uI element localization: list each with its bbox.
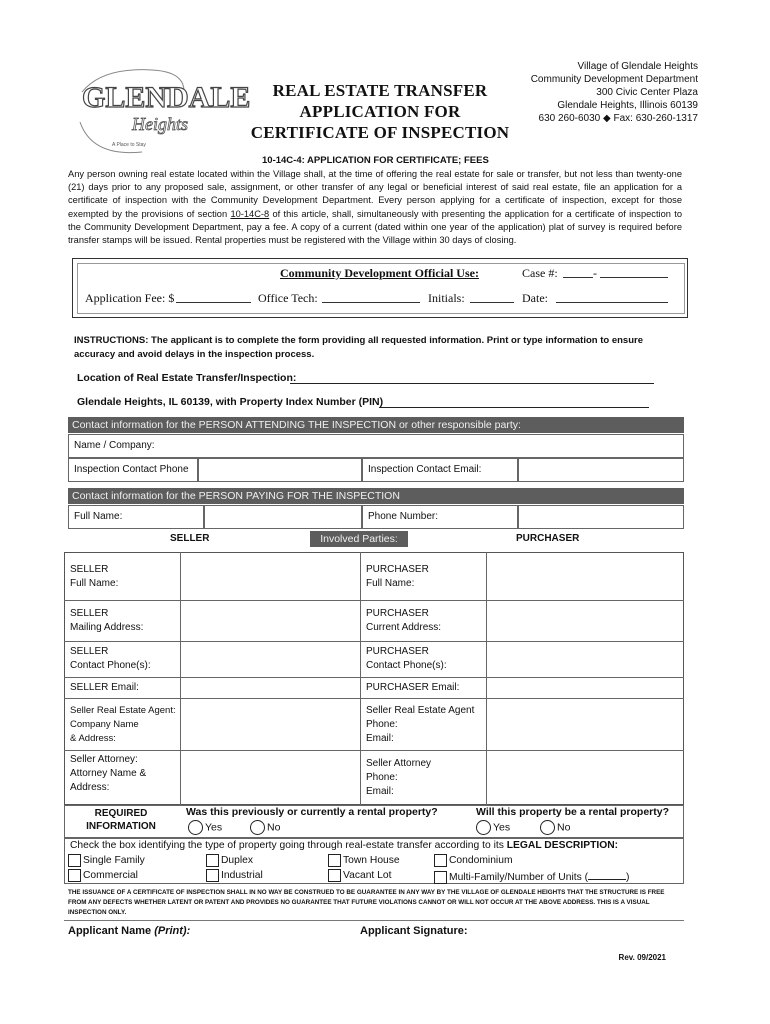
paying-phone-field[interactable] xyxy=(518,505,684,529)
seller-phone-field[interactable] xyxy=(181,642,359,676)
checkbox-icon[interactable] xyxy=(434,854,447,867)
signature-rule xyxy=(64,920,684,921)
radio-circle-icon[interactable] xyxy=(476,820,491,835)
title-line-2: APPLICATION FOR xyxy=(299,102,461,121)
applicant-name-field[interactable] xyxy=(186,922,356,940)
rental-past-no[interactable]: No xyxy=(250,820,280,835)
office-tech-label: Office Tech: xyxy=(258,291,318,305)
seller-agent-contact-field[interactable] xyxy=(487,699,683,749)
purchaser-email-label: PURCHASER Email: xyxy=(366,682,460,693)
location-label: Location of Real Estate Transfer/Inspection: xyxy=(77,372,297,384)
seller-attorney-field[interactable] xyxy=(181,751,359,804)
title-line-1: REAL ESTATE TRANSFER xyxy=(272,81,488,100)
purchaser-name-field[interactable] xyxy=(487,553,683,599)
pin-label: Glendale Heights, IL 60139, with Property Index Number (PIN) xyxy=(77,396,384,408)
paying-contact-band: Contact information for the PERSON PAYING FOR THE INSPECTION xyxy=(68,488,684,504)
checkbox-icon[interactable] xyxy=(328,869,341,882)
seller-agent-contact-label: Seller Real Estate Agent Phone: Email: xyxy=(366,705,475,744)
purchaser-phone-label: PURCHASER Contact Phone(s): xyxy=(366,646,447,671)
application-fee-label: Application Fee: $ xyxy=(85,291,175,305)
purchaser-address-field[interactable] xyxy=(487,601,683,640)
purchaser-email-field[interactable] xyxy=(487,678,683,697)
checkbox-icon[interactable] xyxy=(434,871,447,884)
date-label: Date: xyxy=(522,291,548,305)
units-field[interactable] xyxy=(588,869,626,880)
checkbox-icon[interactable] xyxy=(68,854,81,867)
checkbox-icon[interactable] xyxy=(68,869,81,882)
seller-mailing-label: SELLER Mailing Address: xyxy=(70,608,144,633)
type-vacant-lot[interactable]: Vacant Lot xyxy=(328,869,391,882)
disclaimer: THE ISSUANCE OF A CERTIFICATE OF INSPECTION SHALL IN NO WAY BE CONSTRUED TO BE GUARANTEE IN ANY WAY BY THE VILLAGE OF GLENDALE HEIGHTS THAT THE STRUCTURE IS FREE FROM ANY DEFECTS WHETHER LATENT OR PATENT AND PROVIDES NO GUARANTEE THAT FUTURE VIOLATIONS CANNOT OR WILL NOT OCCUR AT THE ABOVE ADDRESS. THIS IS A VISUAL INSPECTION ONLY. xyxy=(68,889,665,916)
type-commercial[interactable]: Commercial xyxy=(68,869,138,882)
village-logo xyxy=(72,62,251,162)
type-single-family[interactable]: Single Family xyxy=(68,854,145,867)
purchaser-phone-field[interactable] xyxy=(487,642,683,676)
attending-email-field[interactable] xyxy=(518,458,684,482)
seller-name-field[interactable] xyxy=(181,553,359,599)
checkbox-icon[interactable] xyxy=(328,854,341,867)
rental-future-no[interactable]: No xyxy=(540,820,570,835)
section-link[interactable]: 10-14C-8 xyxy=(230,208,270,219)
logo-subtext: Heights xyxy=(132,114,188,134)
paying-name-field[interactable] xyxy=(204,505,362,529)
type-multi-family[interactable]: Multi-Family/Number of Units ( ) xyxy=(434,869,629,884)
case-separator: - xyxy=(593,266,597,280)
type-industrial[interactable]: Industrial xyxy=(206,869,263,882)
section-heading: 10-14C-4: APPLICATION FOR CERTIFICATE; FEES xyxy=(262,155,489,166)
radio-circle-icon[interactable] xyxy=(250,820,265,835)
seller-email-label: SELLER Email: xyxy=(70,682,139,693)
initials-field[interactable] xyxy=(470,302,514,303)
ordinance-paragraph xyxy=(68,168,682,247)
rental-question-future: Will this property be a rental property? xyxy=(476,806,670,818)
grid-line xyxy=(360,552,361,805)
location-field[interactable] xyxy=(290,383,654,384)
attending-contact-band: Contact information for the PERSON ATTENDING THE INSPECTION or other responsible party: xyxy=(68,417,684,433)
applicant-signature-label: Applicant Signature: xyxy=(360,925,468,937)
seller-phone-label: SELLER Contact Phone(s): xyxy=(70,646,151,671)
type-townhouse[interactable]: Town House xyxy=(328,854,400,867)
case-number-field-b[interactable] xyxy=(600,277,668,278)
checkbox-icon[interactable] xyxy=(206,869,219,882)
attending-phone-field[interactable] xyxy=(198,458,362,482)
seller-agent-label: Seller Real Estate Agent: Company Name & Address: xyxy=(70,705,176,744)
radio-circle-icon[interactable] xyxy=(188,820,203,835)
seller-attorney-contact-field[interactable] xyxy=(487,751,683,804)
address-line: Glendale Heights, Illinois 60139 xyxy=(557,100,698,111)
initials-label: Initials: xyxy=(428,291,465,305)
logo-tagline: A Place to Stay xyxy=(112,142,146,148)
paying-name-label: Full Name: xyxy=(74,511,123,522)
address-line: 300 Civic Center Plaza xyxy=(596,87,698,98)
seller-agent-field[interactable] xyxy=(181,699,359,749)
purchaser-address-label: PURCHASER Current Address: xyxy=(366,608,442,633)
purchaser-name-label: PURCHASER Full Name: xyxy=(366,564,429,589)
logo-wordmark: GLENDALE xyxy=(82,81,251,114)
department-address xyxy=(458,60,698,125)
checkbox-icon[interactable] xyxy=(206,854,219,867)
rental-past-yes[interactable]: Yes xyxy=(188,820,222,835)
purchaser-heading: PURCHASER xyxy=(516,533,580,544)
seller-mailing-field[interactable] xyxy=(181,601,359,640)
radio-circle-icon[interactable] xyxy=(540,820,555,835)
seller-heading: SELLER xyxy=(170,533,210,544)
type-duplex[interactable]: Duplex xyxy=(206,854,253,867)
rental-question-past: Was this previously or currently a rental property? xyxy=(186,806,438,818)
paragraph-text: Any person owning real estate located within the Village shall, at the time of offering the real estate for sale or transfer, but not less than twenty-one (21) days prior to any proposed sale, assignment, or other transfer of any legal or beneficial interest of said real estate, file an application for a certificate of inspection with the Community Development Department. Every person applying for a certificate of inspection, except for those exempted by the provisions of section xyxy=(68,169,682,219)
seller-attorney-label: Seller Attorney: Attorney Name & Address: xyxy=(70,754,147,793)
attending-email-label: Inspection Contact Email: xyxy=(368,464,482,475)
paragraph-text: of this article, shall, simultaneously with presenting the application for a certificate of inspection to the Community Development Department, pay a fee. A copy of a current (dated within one year of the application) plat of survey is required before transfer stamps will be issued. Rental properties must be registered with the Village within 30 days of closing. xyxy=(68,208,682,246)
attending-name-row[interactable] xyxy=(68,434,684,458)
address-line: 630 260-6030 ◆ Fax: 630-260-1317 xyxy=(538,113,698,124)
case-number-field-a[interactable] xyxy=(563,277,593,278)
date-field[interactable] xyxy=(556,302,668,303)
title-line-3: CERTIFICATE OF INSPECTION xyxy=(250,123,510,142)
official-use-heading: Community Development Official Use: xyxy=(280,266,479,280)
attending-name-label: Name / Company: xyxy=(74,440,155,451)
address-line: Community Development Department xyxy=(530,74,698,85)
office-tech-field[interactable] xyxy=(322,302,420,303)
instructions: INSTRUCTIONS: The applicant is to complete the form providing all requested information. Print or type information to ensure accuracy and avoid delays in the inspection process. xyxy=(74,335,643,360)
rental-future-yes[interactable]: Yes xyxy=(476,820,510,835)
involved-parties-band: Involved Parties: xyxy=(310,531,408,547)
applicant-signature-field[interactable] xyxy=(462,922,682,940)
paying-phone-label: Phone Number: xyxy=(368,511,439,522)
seller-attorney-contact-label: Seller Attorney Phone: Email: xyxy=(366,758,432,797)
revision-date: Rev. 09/2021 xyxy=(618,953,666,962)
case-number-label: Case #: xyxy=(522,266,558,280)
applicant-name-label: Applicant Name (Print): xyxy=(68,925,191,937)
address-line: Village of Glendale Heights xyxy=(577,61,698,72)
application-fee-field[interactable] xyxy=(176,302,251,303)
seller-name-label: SELLER Full Name: xyxy=(70,564,119,589)
required-info-label: REQUIRED INFORMATION xyxy=(86,808,156,832)
seller-email-field[interactable] xyxy=(181,678,359,697)
attending-phone-label: Inspection Contact Phone xyxy=(74,464,189,475)
type-condominium[interactable]: Condominium xyxy=(434,854,513,867)
pin-field[interactable] xyxy=(379,407,649,408)
property-type-prompt: Check the box identifying the type of property going through real-estate transfer according to its LEGAL DESCRIPTION: xyxy=(70,840,619,851)
